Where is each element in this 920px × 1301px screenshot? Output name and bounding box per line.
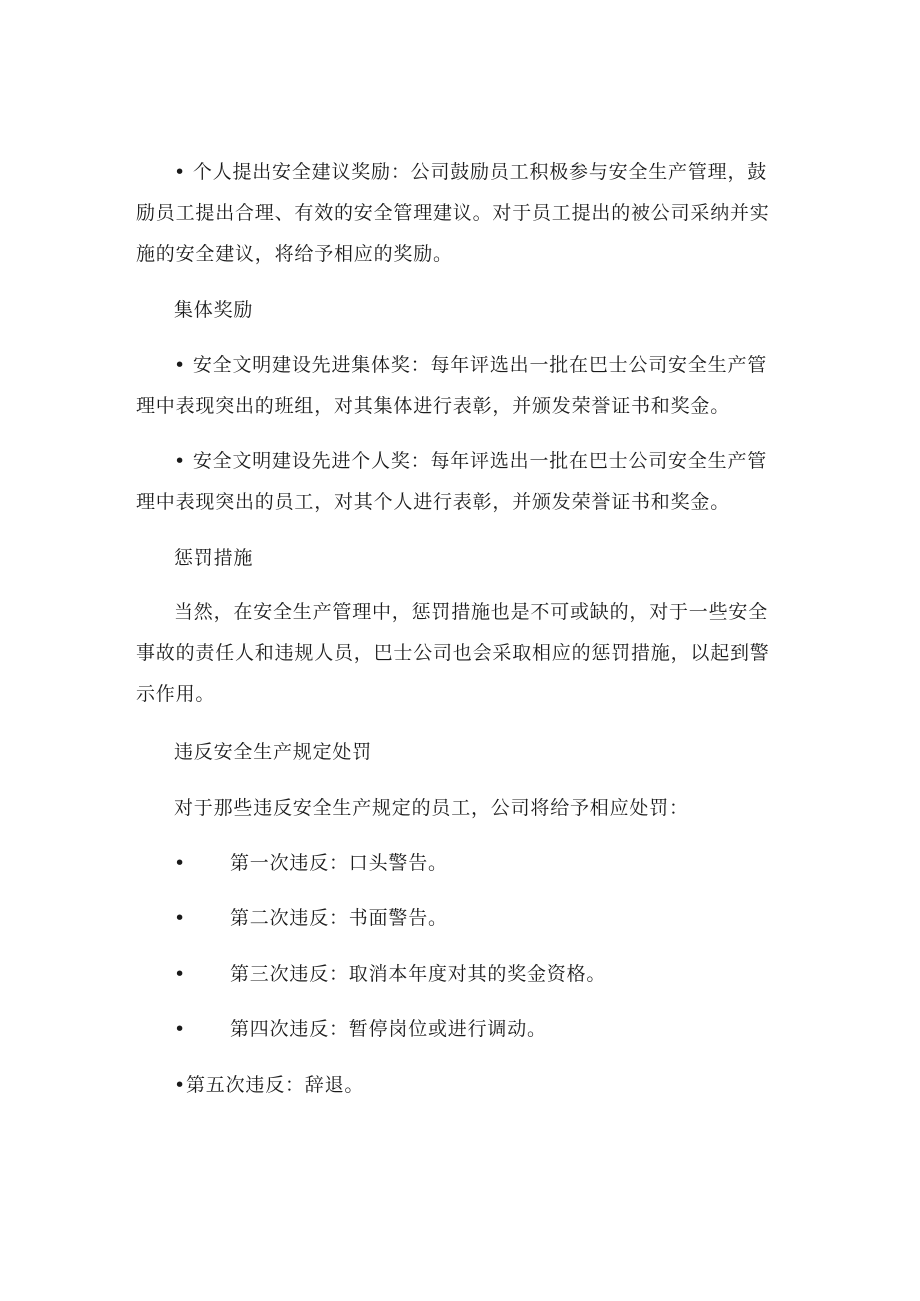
- violation-item-3: [174, 959, 606, 989]
- bullet-icon: •: [174, 852, 187, 874]
- violation-item-4: [174, 1014, 547, 1044]
- heading-violation-penalty: 违反安全生产规定处罚: [174, 741, 373, 763]
- collective-award-paragraph: • 安全文明建设先进集体奖：每年评选出一批在巴士公司安全生产管理中表现突出的班组，对其集体进行表彰，并颁发荣誉证书和奖金。: [136, 354, 768, 417]
- violation-item-5: •第五次违反：辞退。: [174, 1074, 365, 1096]
- bullet-icon: •: [174, 907, 187, 929]
- violation-item-1: [174, 848, 448, 878]
- violation-item-text: 第一次违反：口头警告。: [230, 852, 448, 874]
- violation-item-text: 第二次违反：书面警告。: [230, 907, 448, 929]
- violation-intro-line: 对于那些违反安全生产规定的员工，公司将给予相应处罚：: [174, 797, 689, 819]
- punishment-intro-paragraph: 当然，在安全生产管理中，惩罚措施也是不可或缺的，对于一些安全事故的责任人和违规人员，巴士公司也会采取相应的惩罚措施，以起到警示作用。: [136, 601, 770, 705]
- personal-suggestion-paragraph: • 个人提出安全建议奖励：公司鼓励员工积极参与安全生产管理，鼓励员工提出合理、有效的安全管理建议。对于员工提出的被公司采纳并实施的安全建议，将给予相应的奖励。: [136, 161, 770, 265]
- individual-award-paragraph: • 安全文明建设先进个人奖：每年评选出一批在巴士公司安全生产管理中表现突出的员工，对其个人进行表彰，并颁发荣誉证书和奖金。: [136, 450, 768, 513]
- bullet-icon: •: [174, 963, 187, 985]
- heading-collective-reward: 集体奖励: [174, 299, 254, 321]
- violation-item-text: 第四次违反：暂停岗位或进行调动。: [230, 1018, 547, 1040]
- violation-item-2: [174, 903, 448, 933]
- violation-item-text: 第三次违反：取消本年度对其的奖金资格。: [230, 963, 607, 985]
- bullet-icon: •: [174, 1018, 187, 1040]
- heading-punishment: 惩罚措施: [174, 547, 254, 569]
